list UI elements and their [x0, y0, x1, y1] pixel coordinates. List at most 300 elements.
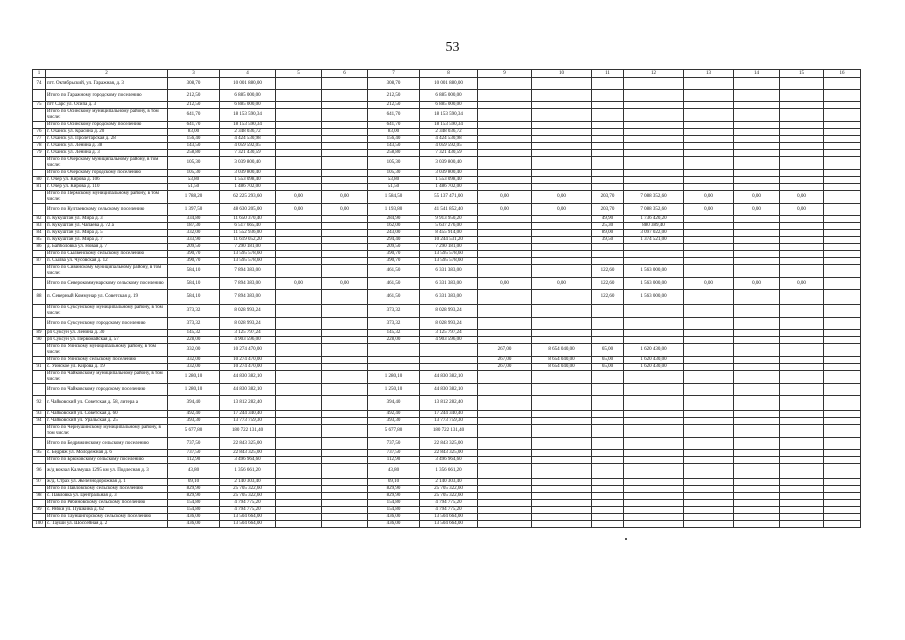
value-cell-c7: 390,70 [368, 251, 420, 258]
subtotal-row [33, 90, 861, 102]
address-cell [46, 425, 168, 438]
value-cell-c5 [276, 438, 322, 450]
value-cell-c13 [684, 318, 734, 330]
value-cell-c11 [592, 305, 624, 318]
value-cell-c14 [734, 457, 780, 464]
value-cell-c7: 105,30 [368, 170, 420, 177]
table-row [33, 129, 861, 136]
value-cell-c5 [276, 493, 322, 500]
value-cell-c7 [368, 344, 420, 357]
value-cell-c6 [322, 150, 368, 157]
value-cell-c9 [478, 371, 532, 384]
address-cell [46, 514, 168, 521]
value-cell-c7: 373,32 [368, 305, 420, 318]
value-cell-c8: 4 794 775,20 [420, 500, 478, 507]
value-cell-c16 [824, 507, 861, 514]
value-cell-c12: 3 097 022,00 [624, 230, 684, 237]
value-cell-c7: 373,32 [368, 318, 420, 330]
value-cell-c16 [824, 223, 861, 230]
value-cell-c4: 7 894 383,00 [220, 265, 276, 278]
value-cell-c6 [322, 357, 368, 364]
value-cell-c13 [684, 136, 734, 143]
value-cell-c12: 1 620 430,00 [624, 344, 684, 357]
value-cell-c15 [780, 507, 824, 514]
value-cell-c13 [684, 486, 734, 493]
value-cell-c4: 4 059 592,05 [220, 143, 276, 150]
value-cell-c7: 461,50 [368, 265, 420, 278]
value-cell-c13 [684, 78, 734, 90]
subtotal-row [33, 500, 861, 507]
row-number-cell [33, 425, 46, 438]
table-row [33, 230, 861, 237]
address-text: Итого по Очерскому муниципальному району, в том числе: [47, 157, 159, 168]
value-cell-c8: 17 244 340,40 [420, 411, 478, 418]
value-cell-c13 [684, 122, 734, 129]
value-cell-c8: 10 244 531,20 [420, 237, 478, 244]
value-cell-c15 [780, 411, 824, 418]
table-row [33, 364, 861, 371]
address-text: Итого по Северокоммунарскому сельскому поселению [47, 280, 164, 286]
value-cell-c16 [824, 136, 861, 143]
value-cell-c5 [276, 364, 322, 371]
value-cell-c14 [734, 493, 780, 500]
address-cell [46, 371, 168, 384]
value-cell-c15 [780, 78, 824, 90]
value-cell-c15 [780, 177, 824, 184]
value-cell-c11: 203,70 [592, 191, 624, 204]
value-cell-c13 [684, 357, 734, 364]
value-cell-c8: 18 153 590,34 [420, 109, 478, 122]
value-cell-c7: 154,80 [368, 500, 420, 507]
address-text: г. Оханск ул. Ленина д. 3 [47, 150, 100, 155]
value-cell-c13 [684, 90, 734, 102]
value-cell-c13 [684, 109, 734, 122]
value-cell-c7: 461,50 [368, 290, 420, 305]
value-cell-c7: 1 250,10 [368, 384, 420, 396]
value-cell-c11 [592, 418, 624, 425]
value-cell-c8: 1 486 702,00 [420, 184, 478, 191]
subtotal-row [33, 157, 861, 170]
value-cell-c6 [322, 337, 368, 344]
value-cell-c14 [734, 90, 780, 102]
value-cell-c14 [734, 464, 780, 479]
address-cell [46, 143, 168, 150]
value-cell-c4: 11 650 370,40 [220, 216, 276, 223]
address-cell [46, 204, 168, 216]
address-text: рп Суксун ул. Первомайская д. 57 [47, 337, 119, 342]
value-cell-c4: 6 885 000,00 [220, 90, 276, 102]
value-cell-c16 [824, 411, 861, 418]
value-cell-c12 [624, 157, 684, 170]
address-text: Итого по Тауншнгорскому сельскому поселению [47, 514, 152, 519]
row-number-cell: 77 [33, 136, 46, 143]
value-cell-c5 [276, 143, 322, 150]
address-text: г. Очер ул. Кирова д. 106 [47, 177, 100, 182]
value-cell-c5 [276, 337, 322, 344]
value-cell-c12 [624, 305, 684, 318]
value-cell-c6 [322, 486, 368, 493]
address-cell [46, 290, 168, 305]
value-cell-c13 [684, 184, 734, 191]
value-cell-c6 [322, 318, 368, 330]
value-cell-c14 [734, 318, 780, 330]
subtotal-row [33, 371, 861, 384]
value-cell-c16 [824, 357, 861, 364]
value-cell-c7: 212,50 [368, 102, 420, 109]
value-cell-c9 [478, 330, 532, 337]
value-cell-c4: 180 722 131,40 [220, 425, 276, 438]
value-cell-c12 [624, 457, 684, 464]
value-cell-c4: 10 274 470,00 [220, 357, 276, 364]
value-cell-c3: 390,70 [168, 251, 220, 258]
table-row [33, 177, 861, 184]
value-cell-c9 [478, 184, 532, 191]
address-text: Итого по Сылвенскому сельскому поселению [47, 251, 145, 256]
table-row [33, 411, 861, 418]
value-cell-c5 [276, 318, 322, 330]
value-cell-c6 [322, 418, 368, 425]
value-cell-c13 [684, 129, 734, 136]
address-text: п. Кукуштан ул. Мира д. 7 [47, 237, 103, 242]
value-cell-c9 [478, 438, 532, 450]
column-header-12: 12 [624, 70, 684, 78]
address-cell [46, 265, 168, 278]
value-cell-c16 [824, 418, 861, 425]
value-cell-c9 [478, 129, 532, 136]
value-cell-c3: 1 788,20 [168, 191, 220, 204]
value-cell-c3: 228,00 [168, 337, 220, 344]
column-number-row [33, 70, 861, 78]
value-cell-c7 [368, 357, 420, 364]
value-cell-c6 [322, 258, 368, 265]
value-cell-c16 [824, 184, 861, 191]
value-cell-c14 [734, 337, 780, 344]
value-cell-c14 [734, 486, 780, 493]
value-cell-c16 [824, 237, 861, 244]
value-cell-c12 [624, 411, 684, 418]
value-cell-c12 [624, 109, 684, 122]
value-cell-c16 [824, 230, 861, 237]
value-cell-c11 [592, 479, 624, 486]
value-cell-c3: 584,10 [168, 290, 220, 305]
value-cell-c13 [684, 514, 734, 521]
value-cell-c16 [824, 129, 861, 136]
value-cell-c10 [532, 184, 592, 191]
value-cell-c8: 7 321 430,59 [420, 150, 478, 157]
value-cell-c12: 1 563 000,00 [624, 290, 684, 305]
value-cell-c13 [684, 493, 734, 500]
value-cell-c13 [684, 290, 734, 305]
address-text: Итого по Уинскому сельскому поселению [47, 357, 137, 362]
value-cell-c16 [824, 493, 861, 500]
address-cell [46, 344, 168, 357]
value-cell-c14 [734, 438, 780, 450]
value-cell-c7: 393,30 [368, 418, 420, 425]
value-cell-c5 [276, 450, 322, 457]
table-row [33, 330, 861, 337]
value-cell-c3: 641,70 [168, 122, 220, 129]
value-cell-c9 [478, 457, 532, 464]
value-cell-c12 [624, 318, 684, 330]
value-cell-c8: 6 885 000,00 [420, 102, 478, 109]
value-cell-c9 [478, 337, 532, 344]
value-cell-c14 [734, 184, 780, 191]
value-cell-c5 [276, 251, 322, 258]
value-cell-c9: 267,00 [478, 364, 532, 371]
value-cell-c9 [478, 500, 532, 507]
value-cell-c3: 332,00 [168, 357, 220, 364]
value-cell-c14 [734, 364, 780, 371]
value-cell-c16 [824, 191, 861, 204]
value-cell-c16 [824, 290, 861, 305]
row-number-cell [33, 122, 46, 129]
value-cell-c3: 737,50 [168, 438, 220, 450]
value-cell-c11: 203,70 [592, 204, 624, 216]
value-cell-c15 [780, 122, 824, 129]
value-cell-c16 [824, 384, 861, 396]
subtotal-row [33, 438, 861, 450]
value-cell-c15 [780, 230, 824, 237]
value-cell-c9 [478, 450, 532, 457]
value-cell-c8: 4 424 530,98 [420, 136, 478, 143]
value-cell-c7: 43,80 [368, 464, 420, 479]
address-text: Итого по Брюховскому сельскому поселению [47, 457, 144, 462]
address-cell [46, 278, 168, 290]
value-cell-c4: 1 356 661,20 [220, 464, 276, 479]
value-cell-c10 [532, 330, 592, 337]
column-header-2: 2 [46, 70, 168, 78]
value-cell-c16 [824, 457, 861, 464]
value-cell-c7: 436,00 [368, 521, 420, 528]
value-cell-c5 [276, 129, 322, 136]
value-cell-c7: 492,40 [368, 411, 420, 418]
address-cell [46, 507, 168, 514]
value-cell-c16 [824, 479, 861, 486]
value-cell-c6 [322, 514, 368, 521]
value-cell-c8: 6 331 383,00 [420, 265, 478, 278]
value-cell-c5 [276, 237, 322, 244]
address-text: ж/д вокзал Калмуша 1295 км ул. Подлесная д. 3 [47, 468, 149, 473]
value-cell-c6 [322, 216, 368, 223]
value-cell-c10 [532, 384, 592, 396]
value-cell-c3: 156,40 [168, 136, 220, 143]
subtotal-row [33, 357, 861, 364]
value-cell-c10 [532, 129, 592, 136]
value-cell-c8: 10 001 880,00 [420, 78, 478, 90]
value-cell-c3: 83,00 [168, 129, 220, 136]
value-cell-c7: 1 193,80 [368, 204, 420, 216]
value-cell-c14 [734, 102, 780, 109]
value-cell-c13 [684, 464, 734, 479]
value-cell-c14 [734, 265, 780, 278]
address-text: с. Павловка ул. Центральная д. 3 [47, 493, 117, 498]
value-cell-c7: 212,50 [368, 90, 420, 102]
value-cell-c6 [322, 78, 368, 90]
value-cell-c6 [322, 230, 368, 237]
address-cell [46, 305, 168, 318]
value-cell-c6 [322, 109, 368, 122]
row-number-cell [33, 170, 46, 177]
value-cell-c3: 436,00 [168, 514, 220, 521]
address-text: Итого по Бедряжинскому сельскому поселению [47, 440, 149, 446]
value-cell-c5 [276, 122, 322, 129]
value-cell-c9 [478, 411, 532, 418]
value-cell-c4: 6 885 000,00 [220, 102, 276, 109]
value-cell-c9 [478, 479, 532, 486]
value-cell-c10 [532, 258, 592, 265]
row-number-cell: 87 [33, 258, 46, 265]
value-cell-c15 [780, 457, 824, 464]
value-cell-c15 [780, 143, 824, 150]
value-cell-c9 [478, 514, 532, 521]
value-cell-c10 [532, 265, 592, 278]
value-cell-c8: 22 843 325,00 [420, 438, 478, 450]
value-cell-c15 [780, 136, 824, 143]
value-cell-c15: 0,00 [780, 191, 824, 204]
value-cell-c16 [824, 204, 861, 216]
value-cell-c11 [592, 251, 624, 258]
value-cell-c9: 267,00 [478, 357, 532, 364]
value-cell-c14 [734, 425, 780, 438]
address-text: Итого по Рябиновскому сельскому поселению [47, 500, 146, 505]
value-cell-c12 [624, 78, 684, 90]
value-cell-c14 [734, 521, 780, 528]
table-row [33, 136, 861, 143]
address-cell [46, 411, 168, 418]
value-cell-c9 [478, 258, 532, 265]
value-cell-c9 [478, 223, 532, 230]
value-cell-c14 [734, 305, 780, 318]
value-cell-c9 [478, 251, 532, 258]
value-cell-c11 [592, 500, 624, 507]
value-cell-c14 [734, 251, 780, 258]
value-cell-c10 [532, 486, 592, 493]
value-cell-c8: 44 830 382,10 [420, 371, 478, 384]
value-cell-c4: 22 843 325,00 [220, 450, 276, 457]
value-cell-c9: 0,00 [478, 278, 532, 290]
value-cell-c5 [276, 109, 322, 122]
address-cell [46, 230, 168, 237]
value-cell-c9: 0,00 [478, 191, 532, 204]
value-cell-c13: 0,00 [684, 278, 734, 290]
value-cell-c5 [276, 514, 322, 521]
address-cell [46, 177, 168, 184]
table-row [33, 521, 861, 528]
subtotal-row [33, 251, 861, 258]
value-cell-c6 [322, 290, 368, 305]
row-number-cell: 89 [33, 330, 46, 337]
value-cell-c8: 13 595 578,60 [420, 258, 478, 265]
value-cell-c10: 0,00 [532, 191, 592, 204]
value-cell-c4: 1 486 702,00 [220, 184, 276, 191]
value-cell-c6 [322, 500, 368, 507]
value-cell-c13 [684, 457, 734, 464]
value-cell-c5 [276, 78, 322, 90]
value-cell-c13 [684, 500, 734, 507]
value-cell-c5 [276, 330, 322, 337]
value-cell-c4: 4 424 530,98 [220, 136, 276, 143]
value-cell-c13 [684, 364, 734, 371]
value-cell-c12 [624, 244, 684, 251]
value-cell-c5 [276, 425, 322, 438]
subtotal-row [33, 305, 861, 318]
value-cell-c12 [624, 184, 684, 191]
value-cell-c15 [780, 157, 824, 170]
value-cell-c13 [684, 223, 734, 230]
address-text: Итого по Чайковскому муниципальному району, в том числе: [47, 371, 163, 382]
address-cell [46, 479, 168, 486]
value-cell-c4: 13 504 664,00 [220, 514, 276, 521]
subtotal-row [33, 318, 861, 330]
row-number-cell: 84 [33, 230, 46, 237]
value-cell-c11 [592, 150, 624, 157]
value-cell-c5: 0,00 [276, 204, 322, 216]
value-cell-c15 [780, 337, 824, 344]
value-cell-c6 [322, 237, 368, 244]
address-cell [46, 457, 168, 464]
row-number-cell: 96 [33, 464, 46, 479]
value-cell-c5 [276, 521, 322, 528]
value-cell-c8: 5 637 276,00 [420, 223, 478, 230]
address-text: Итого по Чайковскому городскому поселению [47, 386, 146, 392]
subtotal-row [33, 204, 861, 216]
value-cell-c12 [624, 500, 684, 507]
address-cell [46, 450, 168, 457]
value-cell-c5 [276, 371, 322, 384]
value-cell-c7 [368, 364, 420, 371]
address-text: Итого по Гаражному городскому поселению [47, 92, 142, 98]
value-cell-c16 [824, 170, 861, 177]
value-cell-c7: 53,80 [368, 177, 420, 184]
value-cell-c5 [276, 90, 322, 102]
value-cell-c8: 4 794 775,20 [420, 507, 478, 514]
address-text: пгт. Октябрьский, ул. Гаражная, д. 3 [47, 80, 124, 86]
address-cell [46, 102, 168, 109]
address-text: п. Кукуштан ул. Мира д. 3 [47, 216, 103, 221]
value-cell-c15 [780, 251, 824, 258]
value-cell-c15 [780, 223, 824, 230]
value-cell-c9 [478, 244, 532, 251]
table-row [33, 418, 861, 425]
value-cell-c14 [734, 371, 780, 384]
table-row [33, 102, 861, 109]
value-cell-c12 [624, 514, 684, 521]
row-number-cell: 97 [33, 479, 46, 486]
value-cell-c3: 1 397,50 [168, 204, 220, 216]
row-number-cell [33, 500, 46, 507]
row-number-cell [33, 371, 46, 384]
value-cell-c8: 13 773 759,30 [420, 418, 478, 425]
column-header-1: 1 [33, 70, 46, 78]
value-cell-c13 [684, 102, 734, 109]
value-cell-c4: 4 794 775,20 [220, 500, 276, 507]
value-cell-c6 [322, 244, 368, 251]
value-cell-c14 [734, 244, 780, 251]
value-cell-c11: 65,00 [592, 344, 624, 357]
value-cell-c8: 3 039 800,40 [420, 170, 478, 177]
value-cell-c16 [824, 337, 861, 344]
value-cell-c9 [478, 230, 532, 237]
value-cell-c11 [592, 129, 624, 136]
value-cell-c3: 584,10 [168, 265, 220, 278]
column-header-14: 14 [734, 70, 780, 78]
value-cell-c6 [322, 122, 368, 129]
value-cell-c10 [532, 170, 592, 177]
value-cell-c11: 49,90 [592, 216, 624, 223]
value-cell-c6 [322, 450, 368, 457]
value-cell-c8: 18 153 590,34 [420, 122, 478, 129]
value-cell-c13 [684, 237, 734, 244]
